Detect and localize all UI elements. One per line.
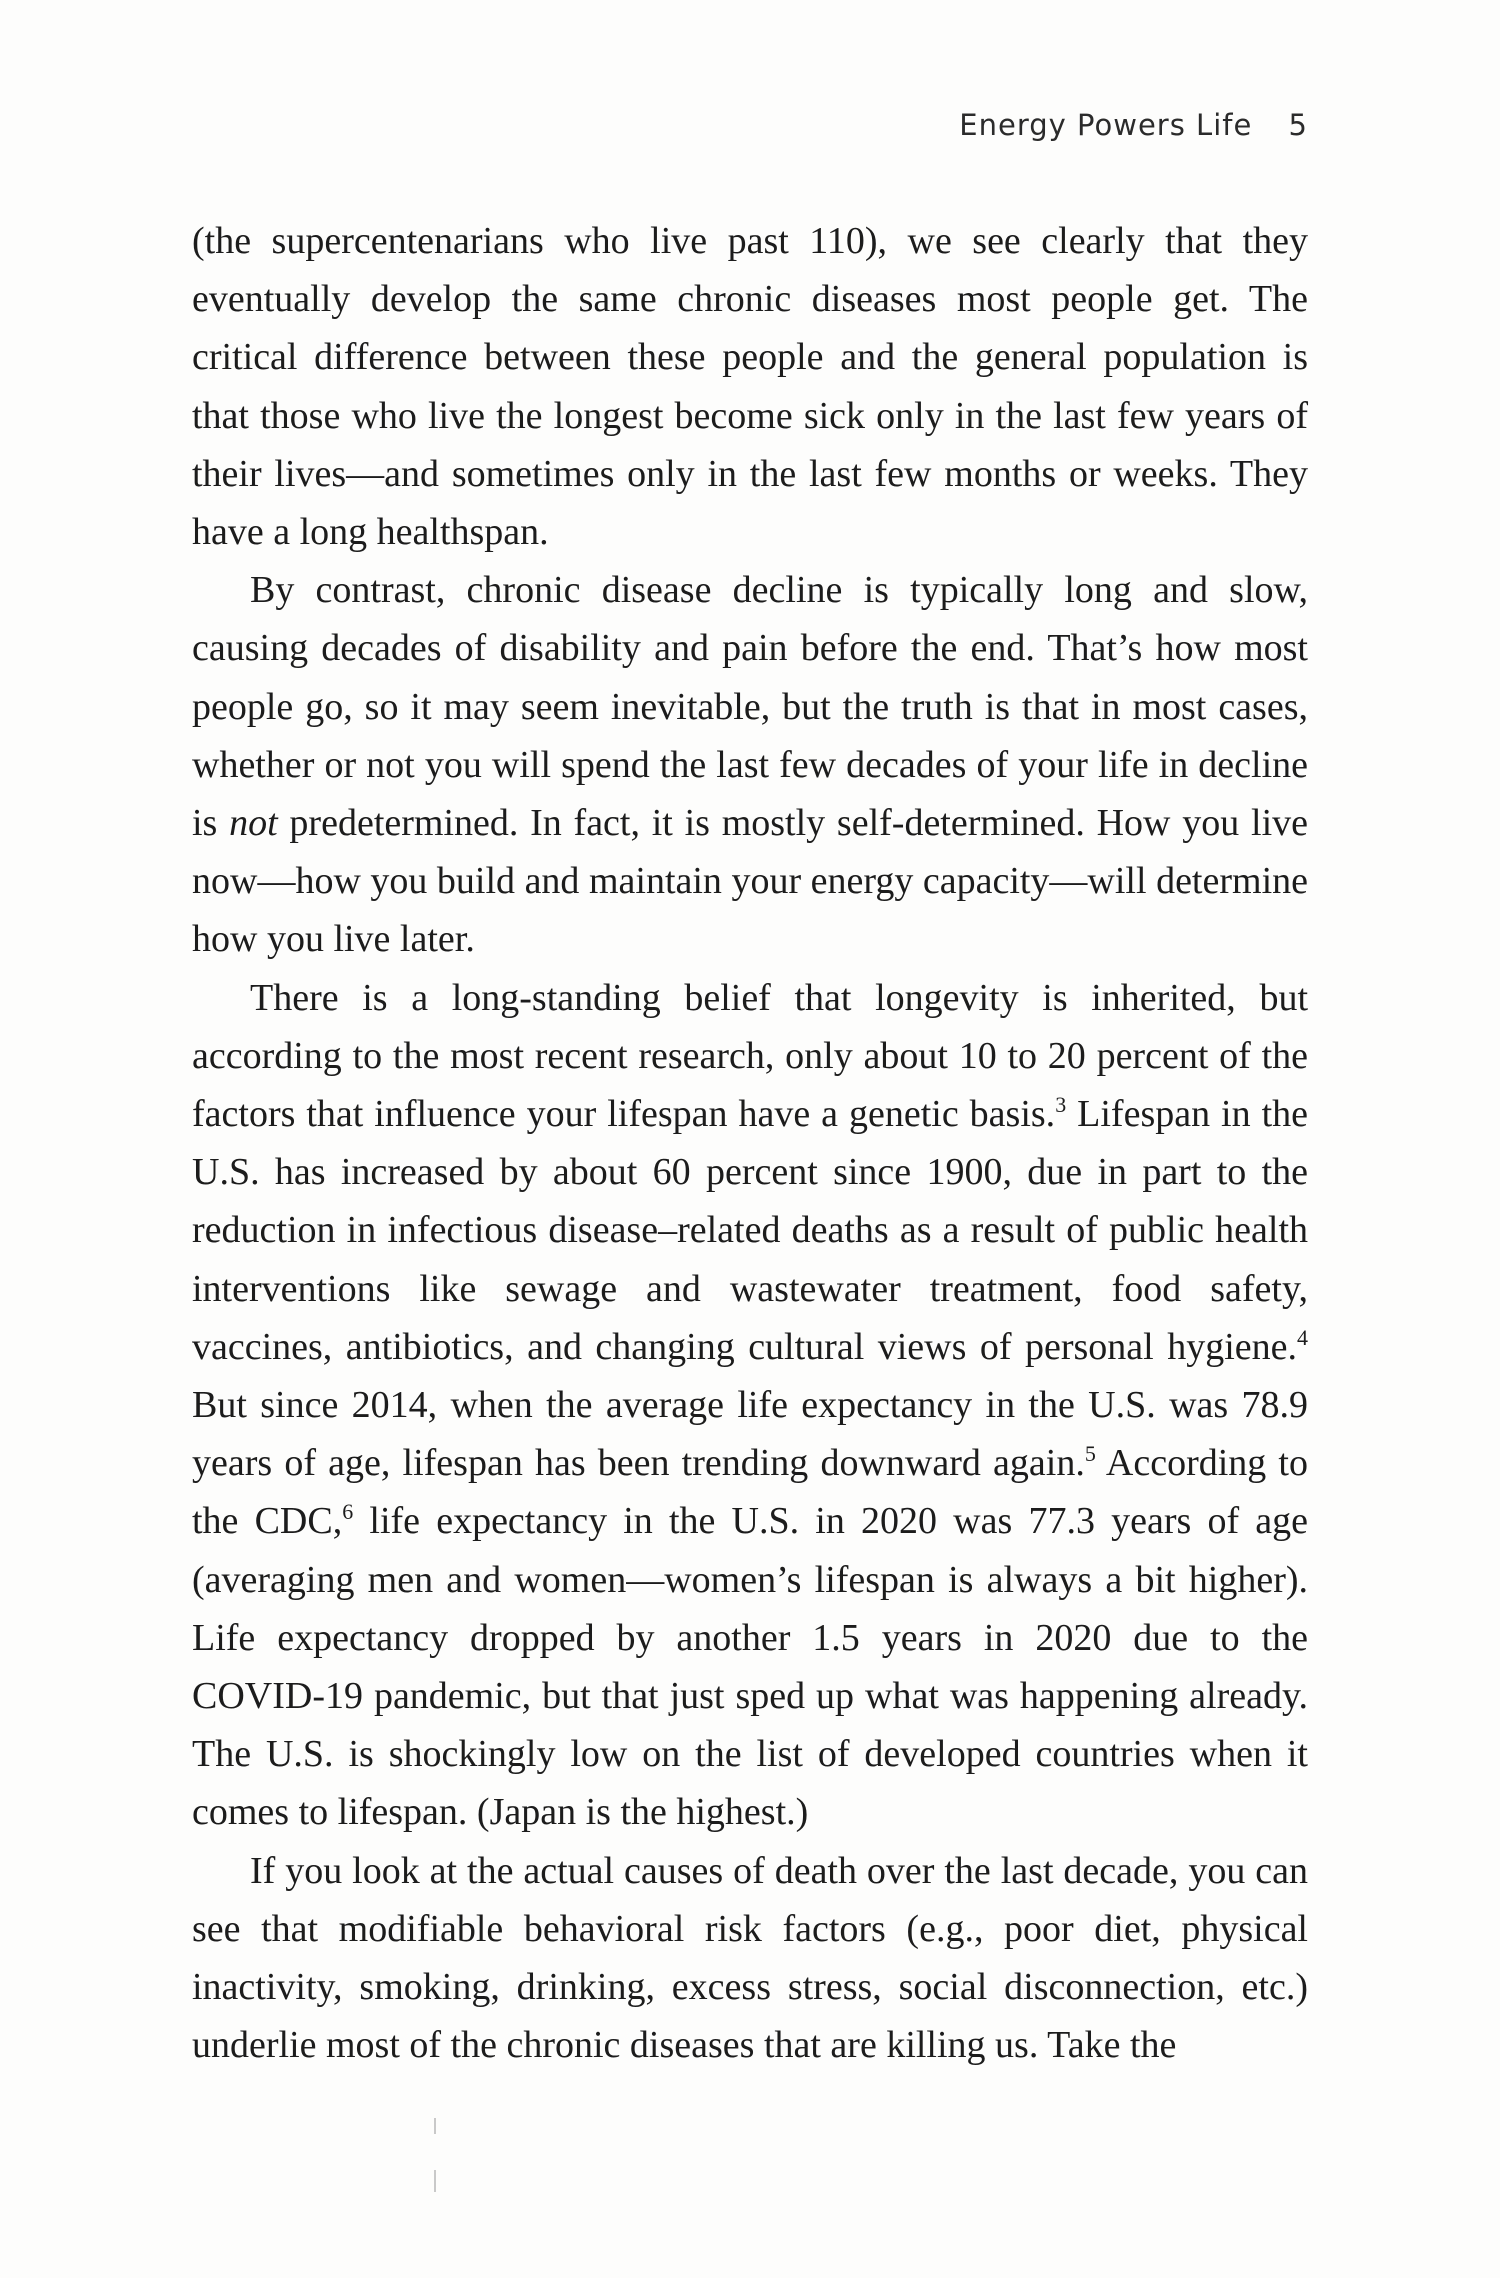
scan-speck [434,2170,436,2192]
paragraph [192,1842,1308,2075]
text-run: But since 2014, when the average life expectancy in the U.S. was 78.9 years of age, lifespan has been trending downward again. [192,1384,1308,1485]
running-head [959,108,1308,142]
text-run: By contrast, chronic disease decline is typically long and slow, causing decades of disability and pain before the end. That’s how most people go, so it may seem inevitable, but the truth is that in most cases, whether or not you will spend the last few decades of your life in decline is [192,569,1308,845]
text-run: predetermined. In fact, it is mostly self-determined. How you live now—how you build and maintain your energy capacity—will determine how you live later. [192,802,1308,961]
footnote-ref: 6 [342,1499,354,1525]
text-run: life expectancy in the U.S. in 2020 was 77.3 years of age (averaging men and women—women’s lifespan is always a bit higher). Life expectancy dropped by another 1.5 years in 2020 due to the COVID-19 pandemic, but that just sped up what was happening already. The U.S. is shockingly low on the list of developed countries when it comes to lifespan. (Japan is the highest.) [192,1500,1308,1834]
paragraph [192,212,1308,561]
page-number: 5 [1288,108,1308,142]
emphasis-text: not [229,802,278,845]
footnote-ref: 4 [1297,1324,1308,1350]
text-run: Lifespan in the U.S. has increased by about 60 percent since 1900, due in part to the reduction in infectious disease–related deaths as a result of public health interventions like sewage and wastewater treatment, food safety, vaccines, antibiotics, and changing cultural views of personal hygiene. [192,1093,1308,1368]
paragraph [192,561,1308,968]
text-run: There is a long-standing belief that longevity is inherited, but according to the most recent research, only about 10 to 20 percent of the factors that influence your lifespan have a genetic basis. [192,976,1308,1136]
body-text [192,212,1308,2075]
text-run: (the supercentenarians who live past 110), we see clearly that they eventually develop the same chronic diseases most people get. The critical difference between these people and the general population is that those who live the longest become sick only in the last few years of their lives—and sometimes only in the last few months or weeks. They have a long healthspan. [192,220,1308,554]
footnote-ref: 3 [1055,1092,1067,1118]
paragraph [192,969,1308,1842]
scan-speck [434,2118,436,2134]
text-run: If you look at the actual causes of death over the last decade, you can see that modifiable behavioral risk factors (e.g., poor diet, physical inactivity, smoking, drinking, excess stress, social disconnection, etc.) underlie most of the chronic diseases that are killing us. Take the [192,1849,1308,2067]
running-head-title: Energy Powers Life [959,108,1253,142]
footnote-ref: 5 [1084,1441,1096,1467]
text-run: According to the CDC, [192,1442,1308,1543]
